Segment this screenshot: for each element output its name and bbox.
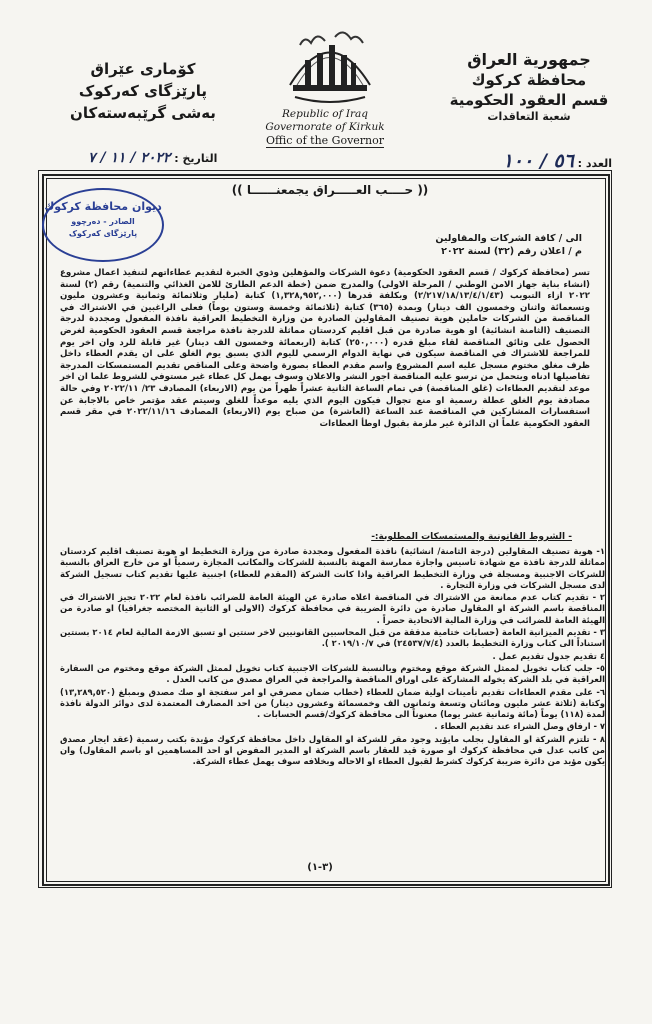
governorate-name-ar: محافظة كركوك xyxy=(471,71,587,89)
conditions-title: - الشروط القانونية والمستمسكات المطلوبة:- xyxy=(371,532,572,542)
condition-item: ٥- جلب كتاب تخويل لممثل الشركة موقع ومختوم وبالنسبة للشركات الاجنبية كتاب تخويل لممثل الشركة موقع ومختوم من السفارة العراقية في بلد الشركة يخوله المشاركة على اوراق المناقصة والمراجعة في العراق مصدق من كاتب العدل . xyxy=(60,662,605,685)
number-value: ٥٦ / ١٠٠ xyxy=(502,150,574,172)
address-block xyxy=(252,232,582,258)
subject: م / اعلان رقم (٣٢) لسنة ٢٠٢٢ xyxy=(441,246,582,257)
conditions-list xyxy=(60,546,605,769)
page-number: (٣-١) xyxy=(307,862,333,873)
document-number xyxy=(503,150,612,172)
arabic-letterhead xyxy=(444,50,614,124)
date-value: ٢٠٢٢ / ١١ / ٧ xyxy=(88,150,171,166)
country-name-en: Republic of Iraq xyxy=(282,108,368,120)
condition-item: ٦- على مقدم العطاءات تقديم تأمينات اولية ضمان للعطاء (خطاب ضمان مصرفي او امر سفتجة او صك مصدق وبمبلغ (١٣,٢٨٩,٥٢٠) وكتابة (ثلاثة عشر مليون ومائتان وتسعة وثمانون الف وخمسمائة وعشرون دينار) من احد المصارف المعتمدة لدى دوائر الدولة نافذة لمدة (١١٨) يوماً (مائة وثمانية عشر يوما) معنوناً الى محافظة كركوك/قسم الحسابات . xyxy=(60,686,605,720)
stamp-line1: ديوان محافظة كركوك xyxy=(44,200,162,213)
office-name-en: Offic of the Governor xyxy=(265,134,385,147)
condition-item: ٧ - ارفاق وصل الشراء عند تقديم العطاء . xyxy=(434,721,605,732)
stamp-line2: الصادر - دەرچوو xyxy=(71,217,135,226)
document-date xyxy=(88,150,217,166)
department-name-ku: بەشی گرێبەستەکان xyxy=(70,104,216,122)
kurdish-letterhead xyxy=(48,58,238,124)
section-name-ar: شعبة التعاقدات xyxy=(487,110,571,123)
condition-item: ٤ تقديم جدول تقديم عمل . xyxy=(492,650,605,661)
condition-item: ٣ - تقديم الميزانية العامة (حسابات ختامية مدققة من قبل المحاسبين القانونيين لاخر سنتين او تسبق الازمة المالية لعام ٢٠١٤ بسنتين استناداً الى كتاب وزارة التخطيط بالعدد (٢٤٥٣٧/٧/٤) في ٢٠١٩/١٠/٧ ). xyxy=(60,627,605,649)
date-label: التاريخ : xyxy=(174,152,218,165)
kirkuk-emblem-icon xyxy=(275,15,385,110)
country-name-ku: کۆماری عێراق xyxy=(90,60,196,78)
stamp-line3: پارێزگای کەرکوک xyxy=(68,229,138,238)
condition-item: ٨ - تلتزم الشركة او المقاول بجلب مايؤيد وجود مقر للشركة او المقاول داخل محافظة كركوك مؤيدة بكتب رسمية (عقد ايجار مصدق من كاتب عدل في محافظة كركوك او صورة قيد للعقار باسم الشركة او المدير المفوض او احد المساهمين او باسم المقاول) وان يكون مؤيد من دائرة ضريبة كركوك كشرط لقبول العطاء او الاحاله وبخلافه سوف يهمل عطاء الشركة. xyxy=(60,733,605,767)
slogan: (( حــــب العـــــراق يجمعنــــــا )) xyxy=(231,183,429,197)
governorate-name-ku: پارێزگای کەرکوک xyxy=(78,82,208,100)
condition-item: ١- هوية تصنيف المقاولين (درجة الثامنة/ انشائية) نافذة المفعول ومجددة صادرة من وزارة التخطيط او هوية تصنيف اقليم كردستان مماثلة للدرجة نافذة مع شهادة تاسيس واجازة ممارسة المهنة بالنسبة للشركات والمكاتب المجازة رسمياً او من خارج العراق بالنسبة للشركات الاجنبية ومسجلة في وزارة التخطيط العراقية واذا كانت الشركة (المقدم للعطاء) اجنبية عليها تقديم كتاب تسجيل الشركة لدى مسجل الشركات في وزارة التجارة . xyxy=(60,546,605,590)
department-name-ar: قسم العقود الحكومية xyxy=(449,91,609,109)
english-letterhead xyxy=(230,108,420,148)
announcement-body: تسر (محافظة كركوك / قسم العقود الحكومية) دعوة الشركات والمؤهلين وذوي الخبرة لتقديم عطاءاتهم لتنفيذ اعمال مشروع (انشاء بناية جهاز الامن الوطني / المرحلة الاولى) والمدرج ضمن (خطة الدعم الطارئ للامن الغذائي والتنمية) رقم (٢) لسنة ٢٠٢٢ ازاء التبويب (٢/٢١٧/١٨/١٣/٤/١/٤٣) وبكلفة قدرها (١,٣٢٨,٩٥٢,٠٠٠) كتابة (مليار وثلاثمائة وثمانية وعشرون مليون وتسعمائة واثنان وخمسون الف دينار) وبمدة (٣٦٥) كتابة (ثلاثمائة وخمسة وستون يوماً) فعلى الراغبين في الاشتراك في المناقصة من الشركات حاملين هوية تصنيف المقاولين الصادرة من وزارة التخطيط العراقية نافذة المفعول ومجددة لدرجة التصنيف (الثامنة انشائية) او هوية صادرة من قبل اقليم كردستان مماثلة للدرجة نافذة مراجعة قسم العقود الحكومية لغرض الحصول على وثائق المناقصة لقاء مبلغ قدره (٢٥٠,٠٠٠) كتابة (اربعمائة وخمسون الف دينار) غير قابلة للرد وان اخر يوم للمراجعة للاشتراك في المناقصة سيكون في نهاية الدوام الرسمي لليوم الذي يسبق يوم الغلق على ان يقدم العطاء داخل ظرف مغلق مختوم مسجل عليه اسم المشروع واسم مقدم العطاء بصورة واضحة وعلى المناقص تقديم المستمسكات المدرجة تفاصيلها ادناه ويتحمل من ترسو عليه المناقصة اجور النشر والاعلان وسوف يهمل كل عطاء غير مستوفي للشروط علما ان اخر موعد لتقديم العطاءات (غلق المناقصة) في تمام الساعة الثانية عشراً ظهراً من يوم (الاربعاء) المصادف ٢٣/ ٢٠٢٢/١١ وفي حالة مصادفة يوم الغلق عطلة رسمية او منع تجوال فيكون اليوم الذي يليه موعداً للغلق وسيتم عقد مؤتمر خاص بالاجابة عن استفسارات المشاركين في المناقصة عند الساعة (العاشرة) من صباح يوم (الاربعاء) المصادف ٢٠٢٢/١١/١٦ في مقر قسم العقود الحكومية علماً ان الدائرة غير ملزمة بقبول اوطأ العطاءات xyxy=(60,268,591,429)
condition-item: ٢ - تقديم كتاب عدم ممانعة من الاشتراك في المناقصة اعلاه صادرة عن الهيئة العامة للضرائب نافذة لعام ٢٠٢٢ تجيز الاشتراك في المناقصة باسم الشركة او المقاول صادرة من دائرة الضريبة في محافظة كركوك (الاولى او الثانية المختصه جغرافيا) او صادرة من الهيئة العامة للضرائب في وزارة المالية الاتحادية حصراً . xyxy=(60,592,606,625)
office-stamp xyxy=(42,188,164,262)
governorate-name-en: Governorate of Kirkuk xyxy=(265,121,385,133)
country-name-ar: جمهورية العراق xyxy=(467,50,591,69)
number-label: العدد : xyxy=(577,157,612,170)
addressee: الى / كافة الشركات والمقاولين xyxy=(435,233,582,244)
